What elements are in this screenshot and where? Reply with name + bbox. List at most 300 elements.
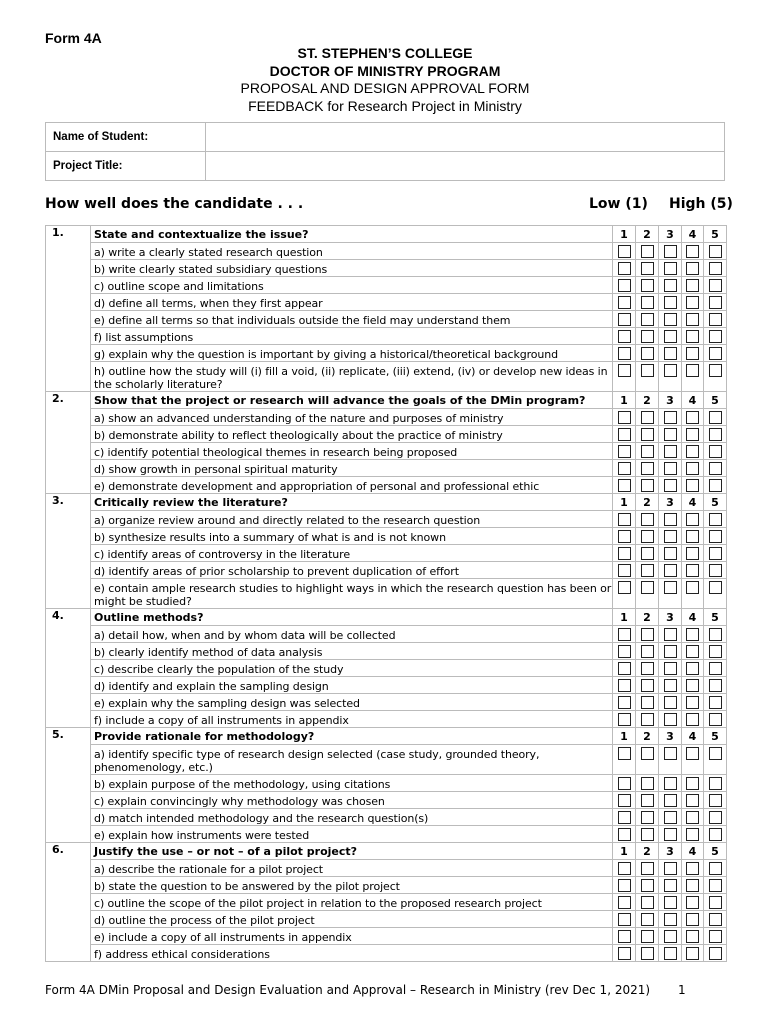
rating-cell — [659, 328, 682, 345]
rating-checkbox[interactable] — [686, 411, 699, 424]
rating-checkbox[interactable] — [618, 930, 631, 943]
rating-checkbox[interactable] — [686, 645, 699, 658]
rating-cell — [682, 311, 704, 328]
rating-checkbox[interactable] — [709, 547, 722, 560]
scale-number: 1 — [613, 843, 636, 860]
rating-checkbox[interactable] — [618, 777, 631, 790]
rating-checkbox[interactable] — [641, 347, 654, 360]
rating-checkbox[interactable] — [664, 279, 677, 292]
rating-checkbox[interactable] — [618, 713, 631, 726]
rating-checkbox[interactable] — [686, 296, 699, 309]
rating-cell — [659, 345, 682, 362]
rating-checkbox[interactable] — [686, 777, 699, 790]
rating-cell — [682, 860, 704, 877]
rating-checkbox[interactable] — [618, 581, 631, 594]
rating-checkbox[interactable] — [709, 330, 722, 343]
criterion-text: a) show an advanced understanding of the nature and purposes of ministry — [91, 409, 613, 426]
rating-checkbox[interactable] — [686, 794, 699, 807]
rating-cell — [682, 260, 704, 277]
rating-cell — [659, 511, 682, 528]
rating-checkbox[interactable] — [686, 713, 699, 726]
rating-cell — [704, 243, 727, 260]
rating-checkbox[interactable] — [618, 662, 631, 675]
rating-checkbox[interactable] — [641, 445, 654, 458]
rating-cell — [659, 928, 682, 945]
rating-checkbox[interactable] — [709, 930, 722, 943]
rating-checkbox[interactable] — [618, 428, 631, 441]
rating-checkbox[interactable] — [618, 696, 631, 709]
section-number: 6. — [46, 843, 91, 962]
rating-checkbox[interactable] — [709, 896, 722, 909]
rating-cell — [613, 660, 636, 677]
rating-checkbox[interactable] — [709, 879, 722, 892]
rating-checkbox[interactable] — [686, 628, 699, 641]
rating-cell — [704, 928, 727, 945]
rating-checkbox[interactable] — [686, 811, 699, 824]
rating-checkbox[interactable] — [709, 245, 722, 258]
page-number: 1 — [678, 983, 686, 997]
rating-checkbox[interactable] — [709, 445, 722, 458]
rating-checkbox[interactable] — [709, 479, 722, 492]
criterion-row — [46, 860, 727, 877]
rating-checkbox[interactable] — [618, 347, 631, 360]
rating-checkbox[interactable] — [709, 747, 722, 760]
rating-checkbox[interactable] — [686, 828, 699, 841]
rating-cell — [682, 809, 704, 826]
rating-checkbox[interactable] — [618, 411, 631, 424]
scale-number: 3 — [659, 843, 682, 860]
criterion-text: c) outline scope and limitations — [91, 277, 613, 294]
rating-cell — [682, 545, 704, 562]
rating-checkbox[interactable] — [618, 828, 631, 841]
criterion-text: a) organize review around and directly related to the research question — [91, 511, 613, 528]
rating-checkbox[interactable] — [686, 930, 699, 943]
rating-checkbox[interactable] — [664, 747, 677, 760]
criterion-row — [46, 928, 727, 945]
criterion-row — [46, 626, 727, 643]
rating-cell — [636, 460, 659, 477]
scale-number: 4 — [682, 843, 704, 860]
project-title-label: Project Title: — [46, 152, 206, 181]
criterion-text: e) demonstrate development and appropriation of personal and professional ethic — [91, 477, 613, 494]
criterion-text: f) list assumptions — [91, 328, 613, 345]
rating-checkbox[interactable] — [709, 913, 722, 926]
rating-checkbox[interactable] — [664, 828, 677, 841]
rating-checkbox[interactable] — [641, 794, 654, 807]
rating-cell — [636, 362, 659, 392]
rating-checkbox[interactable] — [664, 479, 677, 492]
rating-checkbox[interactable] — [618, 479, 631, 492]
rating-checkbox[interactable] — [686, 479, 699, 492]
rating-checkbox[interactable] — [664, 696, 677, 709]
rating-checkbox[interactable] — [641, 828, 654, 841]
rating-checkbox[interactable] — [664, 330, 677, 343]
rating-checkbox[interactable] — [686, 245, 699, 258]
rating-checkbox[interactable] — [709, 262, 722, 275]
rating-checkbox[interactable] — [664, 581, 677, 594]
rating-checkbox[interactable] — [664, 777, 677, 790]
scale-number: 5 — [704, 843, 727, 860]
rating-checkbox[interactable] — [618, 947, 631, 960]
rating-checkbox[interactable] — [686, 530, 699, 543]
rating-checkbox[interactable] — [709, 713, 722, 726]
scale-number: 4 — [682, 226, 704, 243]
rating-checkbox[interactable] — [641, 713, 654, 726]
rating-checkbox[interactable] — [709, 411, 722, 424]
criterion-text: f) address ethical considerations — [91, 945, 613, 962]
rating-checkbox[interactable] — [664, 245, 677, 258]
rating-checkbox[interactable] — [686, 445, 699, 458]
criterion-text: d) identify and explain the sampling design — [91, 677, 613, 694]
rating-checkbox[interactable] — [664, 662, 677, 675]
rating-checkbox[interactable] — [664, 862, 677, 875]
rating-cell — [704, 694, 727, 711]
rating-cell — [682, 643, 704, 660]
rating-checkbox[interactable] — [618, 879, 631, 892]
rating-checkbox[interactable] — [641, 411, 654, 424]
rating-checkbox[interactable] — [664, 513, 677, 526]
rating-cell — [682, 877, 704, 894]
criterion-row — [46, 277, 727, 294]
rating-checkbox[interactable] — [641, 913, 654, 926]
rating-cell — [682, 792, 704, 809]
criterion-row — [46, 911, 727, 928]
rating-cell — [636, 545, 659, 562]
rating-checkbox[interactable] — [709, 696, 722, 709]
rating-checkbox[interactable] — [686, 279, 699, 292]
rating-checkbox[interactable] — [686, 547, 699, 560]
rating-cell — [704, 894, 727, 911]
rating-checkbox[interactable] — [664, 564, 677, 577]
rating-checkbox[interactable] — [641, 330, 654, 343]
criterion-text: e) explain why the sampling design was selected — [91, 694, 613, 711]
rating-checkbox[interactable] — [664, 947, 677, 960]
rating-cell — [704, 660, 727, 677]
rating-checkbox[interactable] — [618, 445, 631, 458]
criterion-row — [46, 260, 727, 277]
rating-checkbox[interactable] — [664, 530, 677, 543]
rating-checkbox[interactable] — [709, 862, 722, 875]
rating-checkbox[interactable] — [618, 313, 631, 326]
rating-cell — [704, 562, 727, 579]
rating-checkbox[interactable] — [664, 364, 677, 377]
rating-checkbox[interactable] — [686, 679, 699, 692]
rating-checkbox[interactable] — [641, 879, 654, 892]
rating-cell — [659, 694, 682, 711]
rating-checkbox[interactable] — [664, 896, 677, 909]
rating-checkbox[interactable] — [618, 296, 631, 309]
rating-checkbox[interactable] — [641, 896, 654, 909]
rating-checkbox[interactable] — [641, 245, 654, 258]
rating-checkbox[interactable] — [686, 879, 699, 892]
criterion-row — [46, 877, 727, 894]
rating-checkbox[interactable] — [641, 530, 654, 543]
rating-checkbox[interactable] — [664, 347, 677, 360]
criterion-row — [46, 660, 727, 677]
rating-checkbox[interactable] — [686, 330, 699, 343]
rating-cell — [613, 826, 636, 843]
student-name-field[interactable] — [206, 123, 725, 152]
rating-checkbox[interactable] — [641, 279, 654, 292]
criterion-text: b) demonstrate ability to reflect theologically about the practice of ministry — [91, 426, 613, 443]
rating-checkbox[interactable] — [686, 947, 699, 960]
rating-cell — [636, 809, 659, 826]
rating-cell — [636, 643, 659, 660]
rating-cell — [659, 409, 682, 426]
rating-checkbox[interactable] — [686, 564, 699, 577]
section-header-row — [46, 728, 727, 745]
rating-checkbox[interactable] — [618, 262, 631, 275]
rating-cell — [704, 260, 727, 277]
rating-cell — [659, 860, 682, 877]
rating-cell — [704, 426, 727, 443]
rating-checkbox[interactable] — [664, 713, 677, 726]
rating-checkbox[interactable] — [618, 645, 631, 658]
rating-cell — [613, 792, 636, 809]
rating-checkbox[interactable] — [641, 513, 654, 526]
rating-checkbox[interactable] — [664, 645, 677, 658]
criterion-text: e) contain ample research studies to highlight ways in which the research question has been or might be studied? — [91, 579, 613, 609]
rating-cell — [704, 911, 727, 928]
rating-checkbox[interactable] — [709, 662, 722, 675]
rating-cell — [682, 328, 704, 345]
rating-cell — [704, 877, 727, 894]
rating-cell — [636, 294, 659, 311]
rating-checkbox[interactable] — [709, 564, 722, 577]
rating-cell — [636, 562, 659, 579]
criterion-text: b) synthesize results into a summary of what is and is not known — [91, 528, 613, 545]
rating-cell — [636, 711, 659, 728]
criterion-text: d) show growth in personal spiritual maturity — [91, 460, 613, 477]
rating-checkbox[interactable] — [641, 313, 654, 326]
rating-checkbox[interactable] — [709, 513, 722, 526]
rating-checkbox[interactable] — [709, 794, 722, 807]
rating-checkbox[interactable] — [618, 245, 631, 258]
rating-checkbox[interactable] — [709, 679, 722, 692]
criterion-text: c) explain convincingly why methodology was chosen — [91, 792, 613, 809]
rating-checkbox[interactable] — [686, 428, 699, 441]
rating-checkbox[interactable] — [686, 262, 699, 275]
rating-checkbox[interactable] — [686, 747, 699, 760]
rating-checkbox[interactable] — [686, 862, 699, 875]
rating-cell — [704, 528, 727, 545]
rating-checkbox[interactable] — [641, 262, 654, 275]
rating-cell — [636, 775, 659, 792]
rating-checkbox[interactable] — [641, 296, 654, 309]
rating-checkbox[interactable] — [618, 279, 631, 292]
rating-checkbox[interactable] — [641, 947, 654, 960]
criterion-text: b) write clearly stated subsidiary questions — [91, 260, 613, 277]
rating-cell — [682, 528, 704, 545]
rating-checkbox[interactable] — [709, 828, 722, 841]
rating-checkbox[interactable] — [618, 564, 631, 577]
rating-cell — [613, 877, 636, 894]
rating-checkbox[interactable] — [641, 645, 654, 658]
rating-checkbox[interactable] — [686, 364, 699, 377]
rating-checkbox[interactable] — [641, 628, 654, 641]
rating-cell — [659, 826, 682, 843]
rating-checkbox[interactable] — [641, 747, 654, 760]
rating-checkbox[interactable] — [709, 628, 722, 641]
rating-checkbox[interactable] — [641, 662, 654, 675]
rating-checkbox[interactable] — [709, 947, 722, 960]
rating-cell — [636, 694, 659, 711]
rating-checkbox[interactable] — [709, 428, 722, 441]
rating-cell — [682, 677, 704, 694]
rating-checkbox[interactable] — [618, 811, 631, 824]
rating-checkbox[interactable] — [641, 777, 654, 790]
rating-checkbox[interactable] — [709, 811, 722, 824]
scale-number: 1 — [613, 609, 636, 626]
criterion-row — [46, 328, 727, 345]
rating-checkbox[interactable] — [709, 364, 722, 377]
rating-cell — [659, 477, 682, 494]
criterion-text: c) identify potential theological themes in research being proposed — [91, 443, 613, 460]
rating-checkbox[interactable] — [709, 279, 722, 292]
scale-low-label: Low (1) — [589, 196, 648, 212]
rating-checkbox[interactable] — [709, 581, 722, 594]
section-number: 1. — [46, 226, 91, 392]
rating-checkbox[interactable] — [641, 581, 654, 594]
rating-checkbox[interactable] — [618, 547, 631, 560]
rating-checkbox[interactable] — [709, 313, 722, 326]
rating-cell — [636, 311, 659, 328]
rating-cell — [682, 294, 704, 311]
rating-cell — [659, 260, 682, 277]
rating-checkbox[interactable] — [618, 794, 631, 807]
rating-checkbox[interactable] — [641, 462, 654, 475]
rating-cell — [636, 660, 659, 677]
rating-checkbox[interactable] — [664, 811, 677, 824]
rating-checkbox[interactable] — [686, 662, 699, 675]
rating-checkbox[interactable] — [641, 564, 654, 577]
rating-checkbox[interactable] — [618, 862, 631, 875]
rating-checkbox[interactable] — [618, 364, 631, 377]
rating-checkbox[interactable] — [686, 896, 699, 909]
rating-cell — [636, 579, 659, 609]
rating-checkbox[interactable] — [664, 930, 677, 943]
rating-checkbox[interactable] — [664, 794, 677, 807]
section-title: Justify the use – or not – of a pilot project? — [91, 843, 613, 860]
rating-checkbox[interactable] — [618, 679, 631, 692]
criterion-text: d) identify areas of prior scholarship to prevent duplication of effort — [91, 562, 613, 579]
footer-text: Form 4A DMin Proposal and Design Evaluation and Approval – Research in Ministry (rev Dec 1, 2021) — [45, 983, 651, 997]
rating-checkbox[interactable] — [664, 411, 677, 424]
rating-checkbox[interactable] — [709, 777, 722, 790]
rating-cell — [659, 792, 682, 809]
section-title: Show that the project or research will advance the goals of the DMin program? — [91, 392, 613, 409]
criterion-row — [46, 311, 727, 328]
rating-checkbox[interactable] — [709, 296, 722, 309]
rating-checkbox[interactable] — [686, 581, 699, 594]
rating-checkbox[interactable] — [618, 913, 631, 926]
rating-checkbox[interactable] — [641, 930, 654, 943]
scale-number: 2 — [636, 609, 659, 626]
rating-checkbox[interactable] — [709, 462, 722, 475]
rating-checkbox[interactable] — [641, 811, 654, 824]
rating-checkbox[interactable] — [709, 645, 722, 658]
criterion-row — [46, 562, 727, 579]
section-header-row — [46, 392, 727, 409]
rating-cell — [682, 579, 704, 609]
rating-checkbox[interactable] — [686, 347, 699, 360]
rating-checkbox[interactable] — [641, 679, 654, 692]
rating-checkbox[interactable] — [664, 547, 677, 560]
rating-checkbox[interactable] — [709, 347, 722, 360]
rating-checkbox[interactable] — [664, 428, 677, 441]
rating-checkbox[interactable] — [618, 896, 631, 909]
rating-checkbox[interactable] — [641, 479, 654, 492]
rating-cell — [682, 626, 704, 643]
rating-cell — [636, 328, 659, 345]
rating-checkbox[interactable] — [641, 862, 654, 875]
rating-cell — [682, 426, 704, 443]
rating-checkbox[interactable] — [618, 747, 631, 760]
rating-checkbox[interactable] — [686, 313, 699, 326]
rating-checkbox[interactable] — [641, 364, 654, 377]
rating-cell — [704, 745, 727, 775]
rating-checkbox[interactable] — [664, 879, 677, 892]
rating-cell — [636, 409, 659, 426]
criterion-text: c) outline the scope of the pilot project in relation to the proposed research project — [91, 894, 613, 911]
section-title: Provide rationale for methodology? — [91, 728, 613, 745]
rating-checkbox[interactable] — [664, 313, 677, 326]
criterion-row — [46, 545, 727, 562]
rating-cell — [613, 477, 636, 494]
rating-checkbox[interactable] — [686, 462, 699, 475]
rating-cell — [659, 443, 682, 460]
rating-checkbox[interactable] — [686, 696, 699, 709]
criterion-row — [46, 677, 727, 694]
rating-checkbox[interactable] — [664, 262, 677, 275]
scale-number: 3 — [659, 494, 682, 511]
rating-cell — [659, 911, 682, 928]
rating-checkbox[interactable] — [664, 679, 677, 692]
rating-cell — [659, 809, 682, 826]
rating-checkbox[interactable] — [664, 296, 677, 309]
criterion-row — [46, 945, 727, 962]
rating-checkbox[interactable] — [641, 547, 654, 560]
rating-cell — [613, 677, 636, 694]
rating-checkbox[interactable] — [618, 530, 631, 543]
rating-checkbox[interactable] — [618, 462, 631, 475]
rating-checkbox[interactable] — [664, 462, 677, 475]
scale-number: 2 — [636, 392, 659, 409]
rating-checkbox[interactable] — [686, 913, 699, 926]
rating-checkbox[interactable] — [618, 513, 631, 526]
rating-cell — [636, 792, 659, 809]
rating-cell — [659, 660, 682, 677]
rating-checkbox[interactable] — [686, 513, 699, 526]
criterion-text: c) describe clearly the population of the study — [91, 660, 613, 677]
criterion-text: e) define all terms so that individuals outside the field may understand them — [91, 311, 613, 328]
rating-checkbox[interactable] — [664, 913, 677, 926]
rating-cell — [682, 477, 704, 494]
scale-number: 2 — [636, 843, 659, 860]
scale-number: 3 — [659, 392, 682, 409]
rating-checkbox[interactable] — [618, 330, 631, 343]
rating-checkbox[interactable] — [641, 428, 654, 441]
rating-cell — [704, 775, 727, 792]
rating-cell — [636, 911, 659, 928]
rating-checkbox[interactable] — [641, 696, 654, 709]
project-title-field[interactable] — [206, 152, 725, 181]
rating-checkbox[interactable] — [709, 530, 722, 543]
rating-checkbox[interactable] — [618, 628, 631, 641]
rating-checkbox[interactable] — [664, 445, 677, 458]
rating-cell — [682, 460, 704, 477]
rating-checkbox[interactable] — [664, 628, 677, 641]
